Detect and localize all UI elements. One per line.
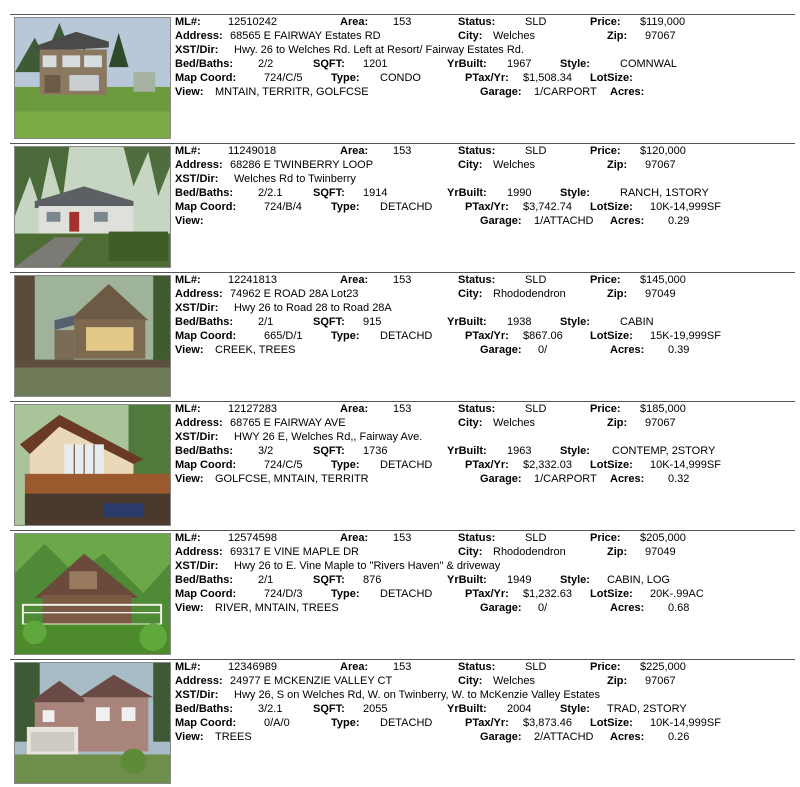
garage-label: Garage: — [480, 86, 522, 98]
acres-value: 0.32 — [668, 473, 690, 485]
status-label: Status: — [458, 403, 496, 415]
sqft-label: SQFT: — [313, 187, 345, 199]
listing-photo[interactable] — [14, 533, 171, 655]
price-value: $185,000 — [640, 403, 686, 415]
acres-value: 0.39 — [668, 344, 690, 356]
ml-number: 12127283 — [228, 403, 277, 415]
sqft-label: SQFT: — [313, 703, 345, 715]
ptax-value: $1,232.63 — [523, 588, 572, 600]
price-label: Price: — [590, 145, 621, 157]
view-value: TREES — [215, 731, 252, 743]
map-label: Map Coord: — [175, 717, 237, 729]
xst-label: XST/Dir: — [175, 560, 219, 572]
address-value: 24977 E MCKENZIE VALLEY CT — [230, 675, 393, 687]
acres-label: Acres: — [610, 473, 645, 485]
garage-label: Garage: — [480, 473, 522, 485]
area-label: Area: — [340, 16, 369, 28]
type-label: Type: — [331, 201, 360, 213]
style-label: Style: — [560, 445, 590, 457]
bed-value: 2/2.1 — [258, 187, 283, 199]
ml-label: ML#: — [175, 661, 201, 673]
ml-number: 12241813 — [228, 274, 277, 286]
type-label: Type: — [331, 72, 360, 84]
address-value: 68565 E FAIRWAY Estates RD — [230, 30, 381, 42]
status-label: Status: — [458, 661, 496, 673]
xst-value: Hwy 26 to E. Vine Maple to "Rivers Haven" & driveway — [234, 560, 501, 572]
city-label: City: — [458, 546, 483, 558]
price-value: $119,000 — [640, 16, 686, 28]
bed-value: 2/2 — [258, 58, 274, 70]
bed-label: Bed/Baths: — [175, 187, 234, 199]
garage-value: 2/ATTACHD — [534, 731, 594, 743]
sqft-label: SQFT: — [313, 316, 345, 328]
area-label: Area: — [340, 661, 369, 673]
listing-photo[interactable] — [14, 17, 171, 139]
city-label: City: — [458, 159, 483, 171]
type-label: Type: — [331, 717, 360, 729]
xst-label: XST/Dir: — [175, 44, 219, 56]
map-label: Map Coord: — [175, 72, 237, 84]
price-value: $225,000 — [640, 661, 686, 673]
map-label: Map Coord: — [175, 459, 237, 471]
map-value: 724/D/3 — [264, 588, 303, 600]
sqft-value: 1201 — [363, 58, 388, 70]
ml-number: 12574598 — [228, 532, 277, 544]
lotsize-label: LotSize: — [590, 459, 633, 471]
divider — [10, 14, 795, 15]
city-value: Rhododendron — [493, 546, 566, 558]
ptax-value: $867.06 — [523, 330, 563, 342]
status-label: Status: — [458, 16, 496, 28]
yrbuilt-value: 2004 — [507, 703, 532, 715]
style-value: CABIN, LOG — [607, 574, 670, 586]
listing-card — [0, 530, 800, 658]
type-value: CONDO — [380, 72, 421, 84]
listing-photo[interactable] — [14, 275, 171, 397]
address-label: Address: — [175, 417, 223, 429]
divider — [10, 659, 795, 660]
status-label: Status: — [458, 145, 496, 157]
lotsize-label: LotSize: — [590, 72, 633, 84]
zip-label: Zip: — [607, 30, 628, 42]
divider — [10, 272, 795, 273]
area-label: Area: — [340, 403, 369, 415]
garage-label: Garage: — [480, 731, 522, 743]
ml-label: ML#: — [175, 145, 201, 157]
ptax-label: PTax/Yr: — [465, 459, 509, 471]
ml-label: ML#: — [175, 403, 201, 415]
style-label: Style: — [560, 703, 590, 715]
view-label: View: — [175, 731, 204, 743]
sqft-label: SQFT: — [313, 445, 345, 457]
ptax-value: $2,332.03 — [523, 459, 572, 471]
status-value: SLD — [525, 403, 547, 415]
area-value: 153 — [393, 16, 412, 28]
ml-number: 12510242 — [228, 16, 277, 28]
divider — [10, 530, 795, 531]
zip-label: Zip: — [607, 159, 628, 171]
area-value: 153 — [393, 145, 412, 157]
status-value: SLD — [525, 274, 547, 286]
bed-value: 3/2.1 — [258, 703, 283, 715]
price-value: $205,000 — [640, 532, 686, 544]
address-value: 68765 E FAIRWAY AVE — [230, 417, 346, 429]
address-label: Address: — [175, 159, 223, 171]
ml-number: 11249018 — [228, 145, 277, 157]
city-value: Welches — [493, 159, 535, 171]
status-value: SLD — [525, 16, 547, 28]
city-value: Welches — [493, 417, 535, 429]
status-value: SLD — [525, 532, 547, 544]
address-label: Address: — [175, 546, 223, 558]
address-label: Address: — [175, 30, 223, 42]
bed-label: Bed/Baths: — [175, 316, 234, 328]
yrbuilt-value: 1963 — [507, 445, 532, 457]
type-value: DETACHD — [380, 330, 433, 342]
view-value: GOLFCSE, MNTAIN, TERRITR — [215, 473, 369, 485]
style-value: CONTEMP, 2STORY — [612, 445, 716, 457]
bed-label: Bed/Baths: — [175, 574, 234, 586]
city-value: Welches — [493, 675, 535, 687]
listing-card — [0, 401, 800, 529]
price-label: Price: — [590, 661, 621, 673]
type-label: Type: — [331, 459, 360, 471]
ml-number: 12346989 — [228, 661, 277, 673]
style-label: Style: — [560, 187, 590, 199]
sqft-value: 876 — [363, 574, 382, 586]
acres-value: 0.68 — [668, 602, 690, 614]
ml-label: ML#: — [175, 16, 201, 28]
area-label: Area: — [340, 274, 369, 286]
acres-label: Acres: — [610, 344, 645, 356]
style-value: COMNWAL — [620, 58, 678, 70]
style-label: Style: — [560, 574, 590, 586]
price-label: Price: — [590, 16, 621, 28]
garage-value: 1/CARPORT — [534, 473, 597, 485]
city-value: Rhododendron — [493, 288, 566, 300]
status-value: SLD — [525, 661, 547, 673]
zip-label: Zip: — [607, 417, 628, 429]
bed-label: Bed/Baths: — [175, 703, 234, 715]
ml-label: ML#: — [175, 274, 201, 286]
view-label: View: — [175, 344, 204, 356]
ptax-label: PTax/Yr: — [465, 201, 509, 213]
ptax-label: PTax/Yr: — [465, 330, 509, 342]
lotsize-label: LotSize: — [590, 330, 633, 342]
type-label: Type: — [331, 588, 360, 600]
map-label: Map Coord: — [175, 201, 237, 213]
garage-value: 1/ATTACHD — [534, 215, 594, 227]
listing-photo[interactable] — [14, 662, 171, 784]
listing-card — [0, 272, 800, 400]
area-label: Area: — [340, 532, 369, 544]
view-label: View: — [175, 215, 204, 227]
price-label: Price: — [590, 403, 621, 415]
yrbuilt-label: YrBuilt: — [447, 316, 487, 328]
xst-value: HWY 26 E, Welches Rd,, Fairway Ave. — [234, 431, 423, 443]
status-label: Status: — [458, 532, 496, 544]
address-value: 69317 E VINE MAPLE DR — [230, 546, 360, 558]
ptax-value: $3,873.46 — [523, 717, 572, 729]
divider — [10, 401, 795, 402]
lotsize-value: 10K-14,999SF — [650, 717, 721, 729]
yrbuilt-value: 1949 — [507, 574, 532, 586]
xst-value: Welches Rd to Twinberry — [234, 173, 356, 185]
lotsize-value: 15K-19,999SF — [650, 330, 721, 342]
listing-card — [0, 659, 800, 787]
yrbuilt-label: YrBuilt: — [447, 187, 487, 199]
bed-label: Bed/Baths: — [175, 445, 234, 457]
type-label: Type: — [331, 330, 360, 342]
area-value: 153 — [393, 274, 412, 286]
type-value: DETACHD — [380, 201, 433, 213]
sqft-value: 1736 — [363, 445, 388, 457]
sqft-value: 915 — [363, 316, 382, 328]
zip-value: 97067 — [645, 159, 676, 171]
type-value: DETACHD — [380, 459, 433, 471]
map-value: 724/B/4 — [264, 201, 302, 213]
yrbuilt-label: YrBuilt: — [447, 703, 487, 715]
city-label: City: — [458, 417, 483, 429]
status-label: Status: — [458, 274, 496, 286]
yrbuilt-label: YrBuilt: — [447, 574, 487, 586]
view-value: CREEK, TREES — [215, 344, 296, 356]
city-value: Welches — [493, 30, 535, 42]
xst-label: XST/Dir: — [175, 173, 219, 185]
area-value: 153 — [393, 403, 412, 415]
type-value: DETACHD — [380, 588, 433, 600]
xst-value: Hwy 26, S on Welches Rd, W. on Twinberry, W. to McKenzie Valley Estates — [234, 689, 600, 701]
city-label: City: — [458, 288, 483, 300]
zip-value: 97067 — [645, 30, 676, 42]
garage-label: Garage: — [480, 344, 522, 356]
garage-label: Garage: — [480, 215, 522, 227]
sqft-value: 1914 — [363, 187, 388, 199]
lotsize-value: 10K-14,999SF — [650, 459, 721, 471]
listing-card — [0, 143, 800, 271]
lotsize-value: 10K-14,999SF — [650, 201, 721, 213]
price-value: $120,000 — [640, 145, 686, 157]
yrbuilt-label: YrBuilt: — [447, 58, 487, 70]
ptax-value: $3,742.74 — [523, 201, 572, 213]
acres-label: Acres: — [610, 215, 645, 227]
bed-value: 3/2 — [258, 445, 274, 457]
lotsize-value: 20K-.99AC — [650, 588, 704, 600]
lotsize-label: LotSize: — [590, 717, 633, 729]
lotsize-label: LotSize: — [590, 201, 633, 213]
zip-label: Zip: — [607, 675, 628, 687]
zip-value: 97067 — [645, 675, 676, 687]
listing-card — [0, 14, 800, 142]
view-label: View: — [175, 602, 204, 614]
sqft-value: 2055 — [363, 703, 388, 715]
zip-value: 97067 — [645, 417, 676, 429]
xst-value: Hwy. 26 to Welches Rd. Left at Resort/ Fairway Estates Rd. — [234, 44, 524, 56]
style-label: Style: — [560, 58, 590, 70]
listing-photo[interactable] — [14, 146, 171, 268]
acres-value: 0.26 — [668, 731, 690, 743]
view-value: MNTAIN, TERRITR, GOLFCSE — [215, 86, 369, 98]
garage-label: Garage: — [480, 602, 522, 614]
view-value: RIVER, MNTAIN, TREES — [215, 602, 339, 614]
city-label: City: — [458, 675, 483, 687]
garage-value: 0/ — [538, 602, 548, 614]
address-label: Address: — [175, 288, 223, 300]
lotsize-label: LotSize: — [590, 588, 633, 600]
xst-label: XST/Dir: — [175, 302, 219, 314]
yrbuilt-value: 1990 — [507, 187, 532, 199]
style-value: RANCH, 1STORY — [620, 187, 709, 199]
map-value: 0/A/0 — [264, 717, 290, 729]
style-value: TRAD, 2STORY — [607, 703, 687, 715]
sqft-label: SQFT: — [313, 574, 345, 586]
address-label: Address: — [175, 675, 223, 687]
xst-label: XST/Dir: — [175, 431, 219, 443]
price-label: Price: — [590, 274, 621, 286]
style-label: Style: — [560, 316, 590, 328]
yrbuilt-value: 1967 — [507, 58, 532, 70]
area-value: 153 — [393, 532, 412, 544]
price-value: $145,000 — [640, 274, 686, 286]
type-value: DETACHD — [380, 717, 433, 729]
view-label: View: — [175, 86, 204, 98]
area-value: 153 — [393, 661, 412, 673]
city-label: City: — [458, 30, 483, 42]
acres-value: 0.29 — [668, 215, 690, 227]
bed-label: Bed/Baths: — [175, 58, 234, 70]
bed-value: 2/1 — [258, 574, 274, 586]
ptax-label: PTax/Yr: — [465, 588, 509, 600]
map-value: 665/D/1 — [264, 330, 303, 342]
xst-value: Hwy 26 to Road 28 to Road 28A — [234, 302, 392, 314]
sqft-label: SQFT: — [313, 58, 345, 70]
map-label: Map Coord: — [175, 588, 237, 600]
garage-value: 1/CARPORT — [534, 86, 597, 98]
divider — [10, 143, 795, 144]
status-value: SLD — [525, 145, 547, 157]
address-value: 74962 E ROAD 28A Lot23 — [230, 288, 359, 300]
zip-value: 97049 — [645, 546, 676, 558]
ptax-label: PTax/Yr: — [465, 72, 509, 84]
ml-label: ML#: — [175, 532, 201, 544]
listing-photo[interactable] — [14, 404, 171, 526]
style-value: CABIN — [620, 316, 654, 328]
map-value: 724/C/5 — [264, 459, 303, 471]
acres-label: Acres: — [610, 602, 645, 614]
yrbuilt-label: YrBuilt: — [447, 445, 487, 457]
xst-label: XST/Dir: — [175, 689, 219, 701]
yrbuilt-value: 1938 — [507, 316, 532, 328]
map-label: Map Coord: — [175, 330, 237, 342]
zip-label: Zip: — [607, 546, 628, 558]
map-value: 724/C/5 — [264, 72, 303, 84]
price-label: Price: — [590, 532, 621, 544]
garage-value: 0/ — [538, 344, 548, 356]
zip-label: Zip: — [607, 288, 628, 300]
address-value: 68286 E TWINBERRY LOOP — [230, 159, 374, 171]
acres-label: Acres: — [610, 86, 645, 98]
bed-value: 2/1 — [258, 316, 274, 328]
zip-value: 97049 — [645, 288, 676, 300]
area-label: Area: — [340, 145, 369, 157]
view-label: View: — [175, 473, 204, 485]
ptax-value: $1,508.34 — [523, 72, 572, 84]
ptax-label: PTax/Yr: — [465, 717, 509, 729]
acres-label: Acres: — [610, 731, 645, 743]
